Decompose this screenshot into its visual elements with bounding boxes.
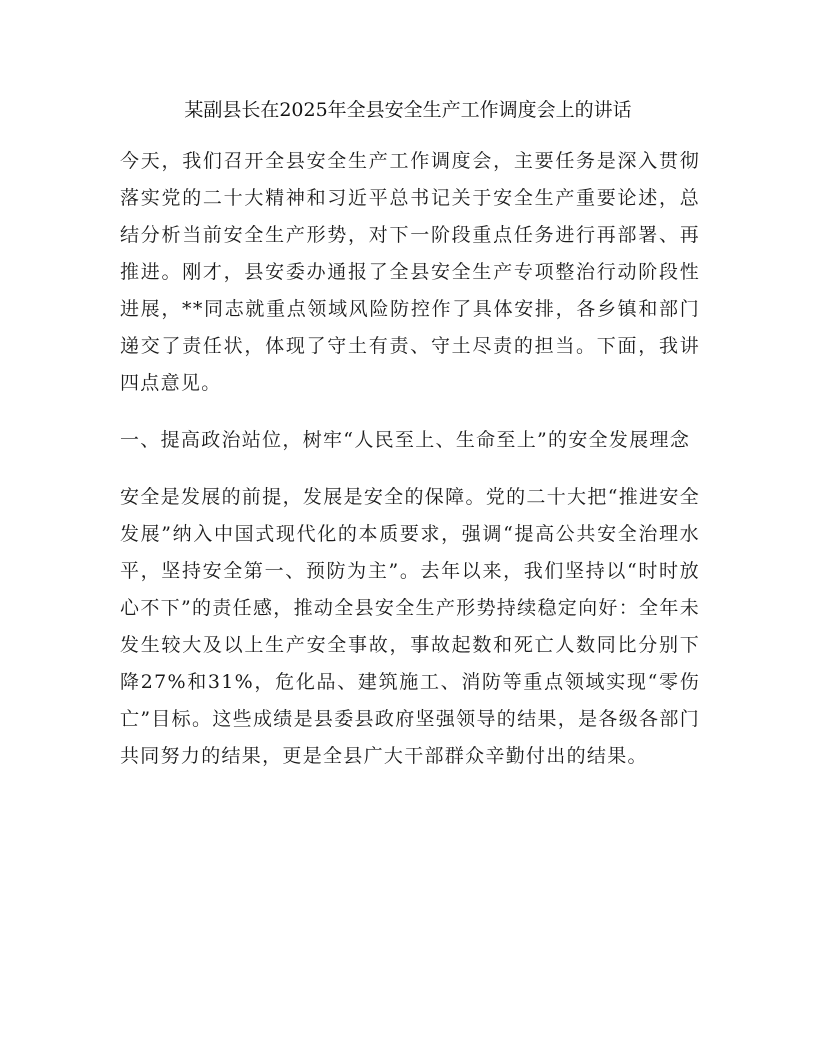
intro-paragraph: 今天，我们召开全县安全生产工作调度会，主要任务是深入贯彻落实党的二十大精神和习近平总书记关于安全生产重要论述，总结分析当前安全生产形势，对下一阶段重点任务进行再部署、再推进。刚才，县安委办通报了全县安全生产专项整治行动阶段性进展，**同志就重点领域风险防控作了具体安排，各乡镇和部门递交了责任状，体现了守土有责、守土尽责的担当。下面，我讲四点意见。: [120, 150, 700, 394]
document-title: 某副县长在2025年全县安全生产工作调度会上的讲话: [184, 99, 632, 121]
section-1-paragraph: 安全是发展的前提，发展是安全的保障。党的二十大把“推进安全发展”纳入中国式现代化的本质要求，强调“提高公共安全治理水平，坚持安全第一、预防为主”。去年以来，我们坚持以“时时放心不下”的责任感，推动全县安全生产形势持续稳定向好：全年未发生较大及以上生产安全事故，事故起数和死亡人数同比分别下降27%和31%，危化品、建筑施工、消防等重点领域实现“零伤亡”目标。这些成绩是县委县政府坚强领导的结果，是各级各部门共同努力的结果，更是全县广大干部群众辛勤付出的结果。: [120, 486, 700, 767]
section-1-heading: 一、提高政治站位，树牢“人民至上、生命至上”的安全发展理念: [120, 429, 691, 451]
document-body: [120, 143, 700, 795]
